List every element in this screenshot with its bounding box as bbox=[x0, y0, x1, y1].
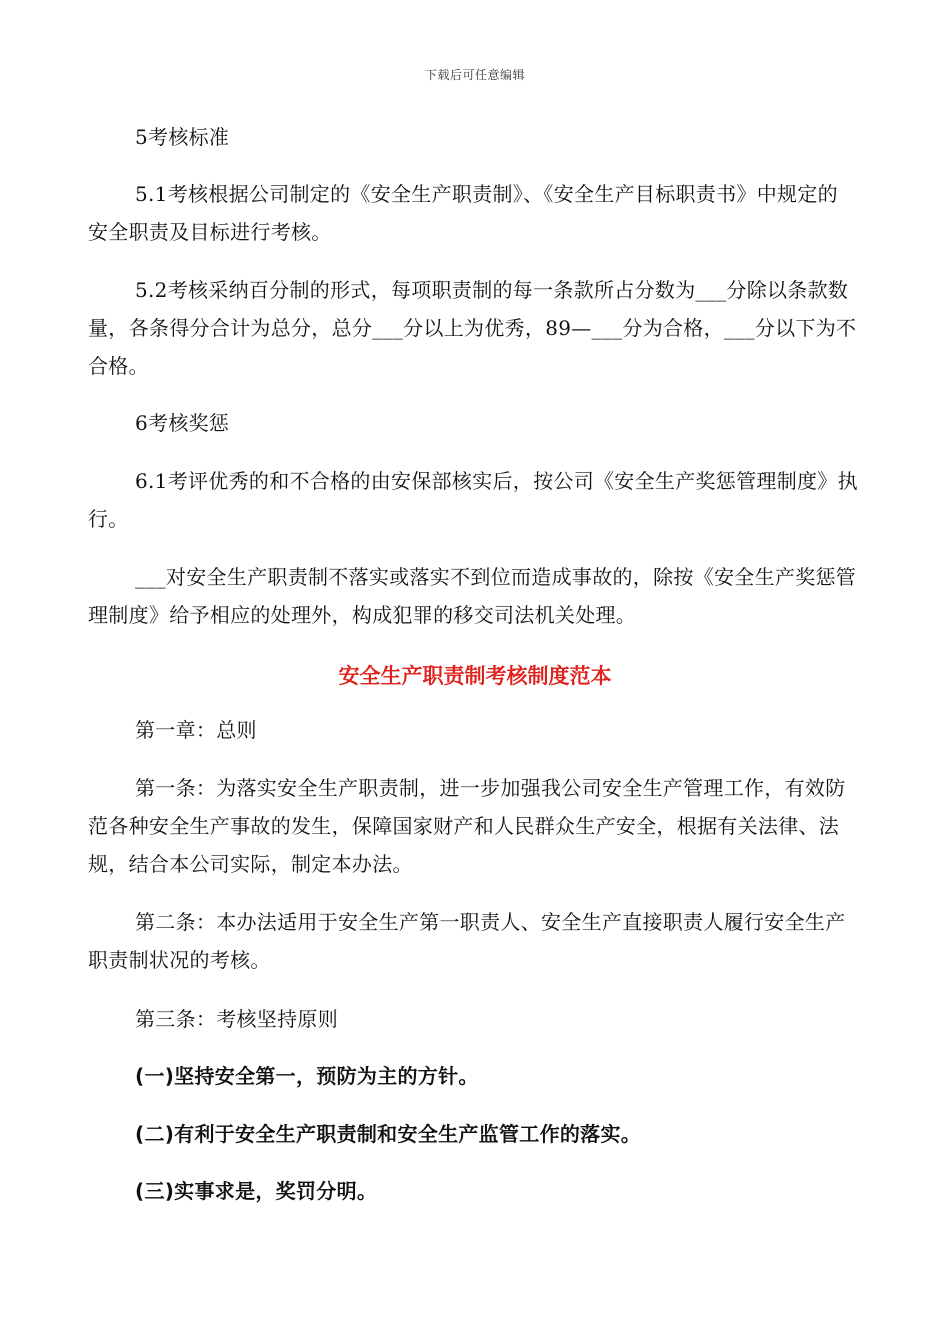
section-5-heading-block bbox=[88, 118, 858, 156]
page-header-note: 下载后可任意编辑 bbox=[424, 68, 525, 82]
chapter-1-heading-block bbox=[88, 711, 858, 749]
section-5-heading: 5考核标准 bbox=[135, 125, 230, 149]
principle-item-3: (三)实事求是，奖罚分明。 bbox=[135, 1179, 378, 1203]
chapter-1-heading: 第一章：总则 bbox=[135, 718, 257, 742]
section-5-1-block bbox=[88, 175, 858, 251]
section-6-heading-block bbox=[88, 404, 858, 442]
article-3: 第三条：考核坚持原则 bbox=[135, 1007, 338, 1031]
article-2: 第二条：本办法适用于安全生产第一职责人、安全生产直接职责人履行安全生产职责制状况的考核。 bbox=[88, 910, 846, 972]
article-2-block bbox=[88, 903, 858, 979]
paragraph-6-2: ___对安全生产职责制不落实或落实不到位而造成事故的，除按《安全生产奖惩管理制度》给予相应的处理外，构成犯罪的移交司法机关处理。 bbox=[88, 565, 857, 627]
paragraph-5-2: 5.2考核采纳百分制的形式，每项职责制的每一条款所占分数为___分除以条款数量，各条得分合计为总分，总分___分以上为优秀，89—___分为合格，___分以下为不合格。 bbox=[88, 278, 857, 378]
section-5-2-block bbox=[88, 271, 858, 385]
article-3-block bbox=[88, 1000, 858, 1038]
principle-item-2: (二)有利于安全生产职责制和安全生产监管工作的落实。 bbox=[135, 1122, 642, 1146]
principle-item-1: (一)坚持安全第一，预防为主的方针。 bbox=[135, 1064, 479, 1088]
paragraph-5-1: 5.1考核根据公司制定的《安全生产职责制》、《安全生产目标职责书》中规定的安全职责及目标进行考核。 bbox=[88, 182, 838, 244]
section-6-2-block bbox=[88, 558, 858, 634]
section-6-heading: 6考核奖惩 bbox=[135, 411, 230, 435]
document-title: 安全生产职责制考核制度范本 bbox=[338, 664, 612, 688]
section-6-1-block bbox=[88, 462, 858, 538]
article-1: 第一条：为落实安全生产职责制，进一步加强我公司安全生产管理工作，有效防范各种安全生产事故的发生，保障国家财产和人民群众生产安全，根据有关法律、法规，结合本公司实际，制定本办法。 bbox=[88, 776, 846, 876]
principle-3-block bbox=[88, 1172, 858, 1210]
article-1-block bbox=[88, 769, 858, 883]
principle-2-block bbox=[88, 1115, 858, 1153]
paragraph-6-1: 6.1考评优秀的和不合格的由安保部核实后，按公司《安全生产奖惩管理制度》执行。 bbox=[88, 469, 858, 531]
principle-1-block bbox=[88, 1057, 858, 1095]
